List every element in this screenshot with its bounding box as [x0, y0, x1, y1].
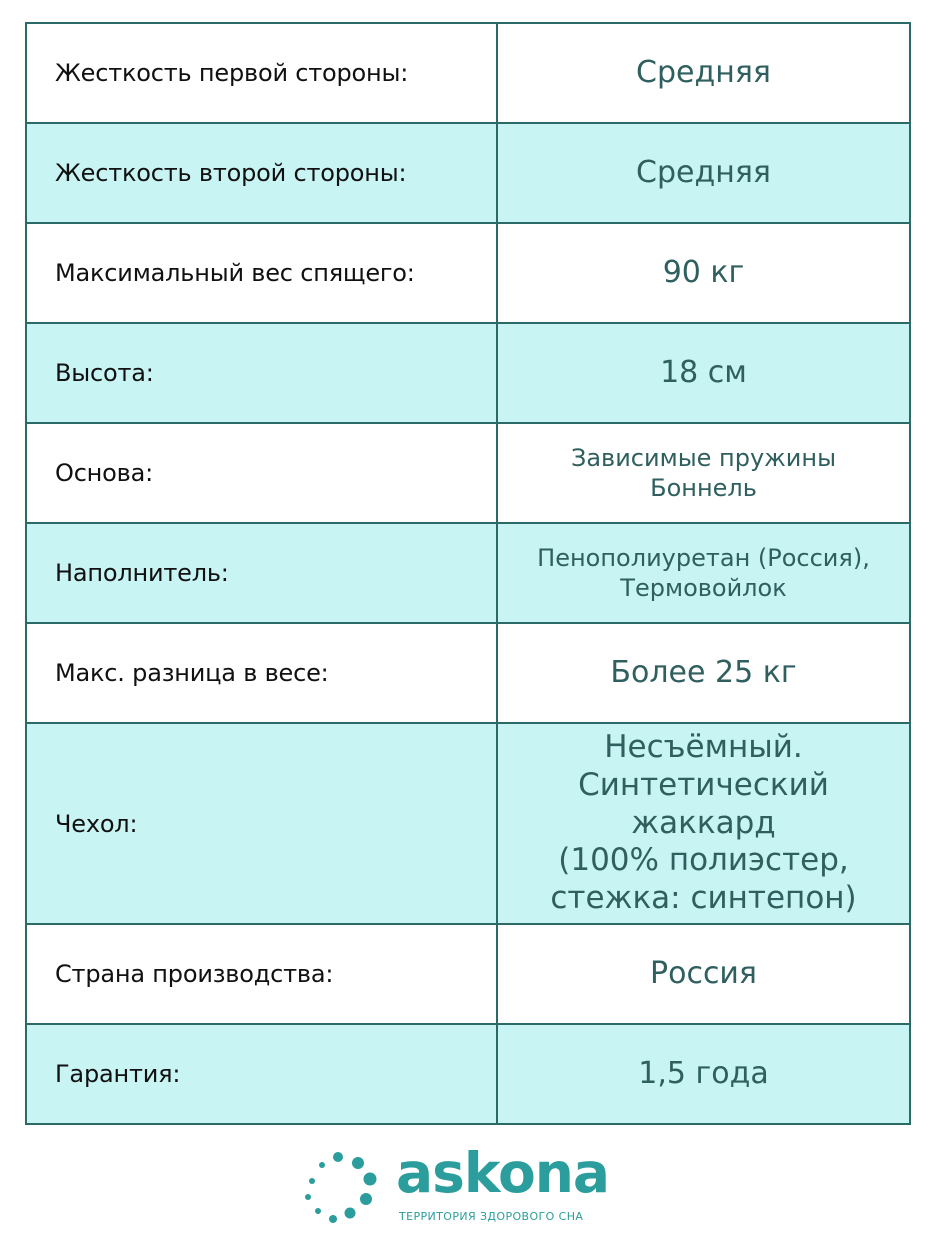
askona-dots-logo-icon: [300, 1147, 382, 1229]
spec-value: [497, 623, 910, 723]
spec-value-line: Пенополиуретан (Россия),: [537, 544, 870, 572]
spec-row-max-weight-difference: [26, 623, 910, 723]
spec-value: [497, 423, 910, 523]
spec-label: Максимальный вес спящего:: [26, 223, 497, 323]
spec-row-max-weight: [26, 223, 910, 323]
spec-row-base: [26, 423, 910, 523]
spec-label: Наполнитель:: [26, 523, 497, 623]
spec-value: [497, 223, 910, 323]
spec-value: [497, 723, 910, 924]
specifications-table: [25, 22, 911, 1125]
spec-value-line: Термовойлок: [620, 574, 787, 602]
spec-value-line: Более 25 кг: [610, 654, 797, 690]
spec-row-warranty: [26, 1024, 910, 1124]
askona-logo: [300, 1141, 640, 1232]
spec-label: Высота:: [26, 323, 497, 423]
spec-value-line: 1,5 года: [638, 1055, 769, 1091]
spec-label: Чехол:: [26, 723, 497, 924]
spec-value-line: Несъёмный.: [604, 728, 803, 765]
spec-value-line: Средняя: [636, 154, 771, 190]
askona-tagline: ТЕРРИТОРИЯ ЗДОРОВОГО СНА: [399, 1210, 584, 1223]
askona-wordmark: askona: [396, 1141, 610, 1205]
spec-label: Макс. разница в весе:: [26, 623, 497, 723]
spec-label: Жесткость второй стороны:: [26, 123, 497, 223]
spec-value-line: Россия: [650, 955, 757, 991]
spec-value: [497, 123, 910, 223]
spec-value-line: Средняя: [636, 54, 771, 90]
spec-value: [497, 323, 910, 423]
spec-value: [497, 23, 910, 123]
spec-value: [497, 924, 910, 1024]
spec-row-cover: [26, 723, 910, 924]
spec-label: Страна производства:: [26, 924, 497, 1024]
spec-value-line: Боннель: [650, 474, 757, 502]
spec-row-second-side-firmness: [26, 123, 910, 223]
spec-value-line: Зависимые пружины: [570, 444, 837, 472]
spec-label: Гарантия:: [26, 1024, 497, 1124]
spec-row-first-side-firmness: [26, 23, 910, 123]
spec-value-line: стежка: синтепон): [550, 880, 857, 917]
spec-label: Жесткость первой стороны:: [26, 23, 497, 123]
spec-value-line: 18 см: [660, 354, 747, 390]
spec-row-filler: [26, 523, 910, 623]
spec-value-line: (100% полиэстер,: [558, 842, 849, 879]
spec-value: [497, 523, 910, 623]
spec-value-line: Синтетический жаккард: [578, 766, 829, 841]
spec-value: [497, 1024, 910, 1124]
spec-label: Основа:: [26, 423, 497, 523]
spec-value-line: 90 кг: [662, 254, 745, 290]
spec-row-country: [26, 924, 910, 1024]
spec-row-height: [26, 323, 910, 423]
